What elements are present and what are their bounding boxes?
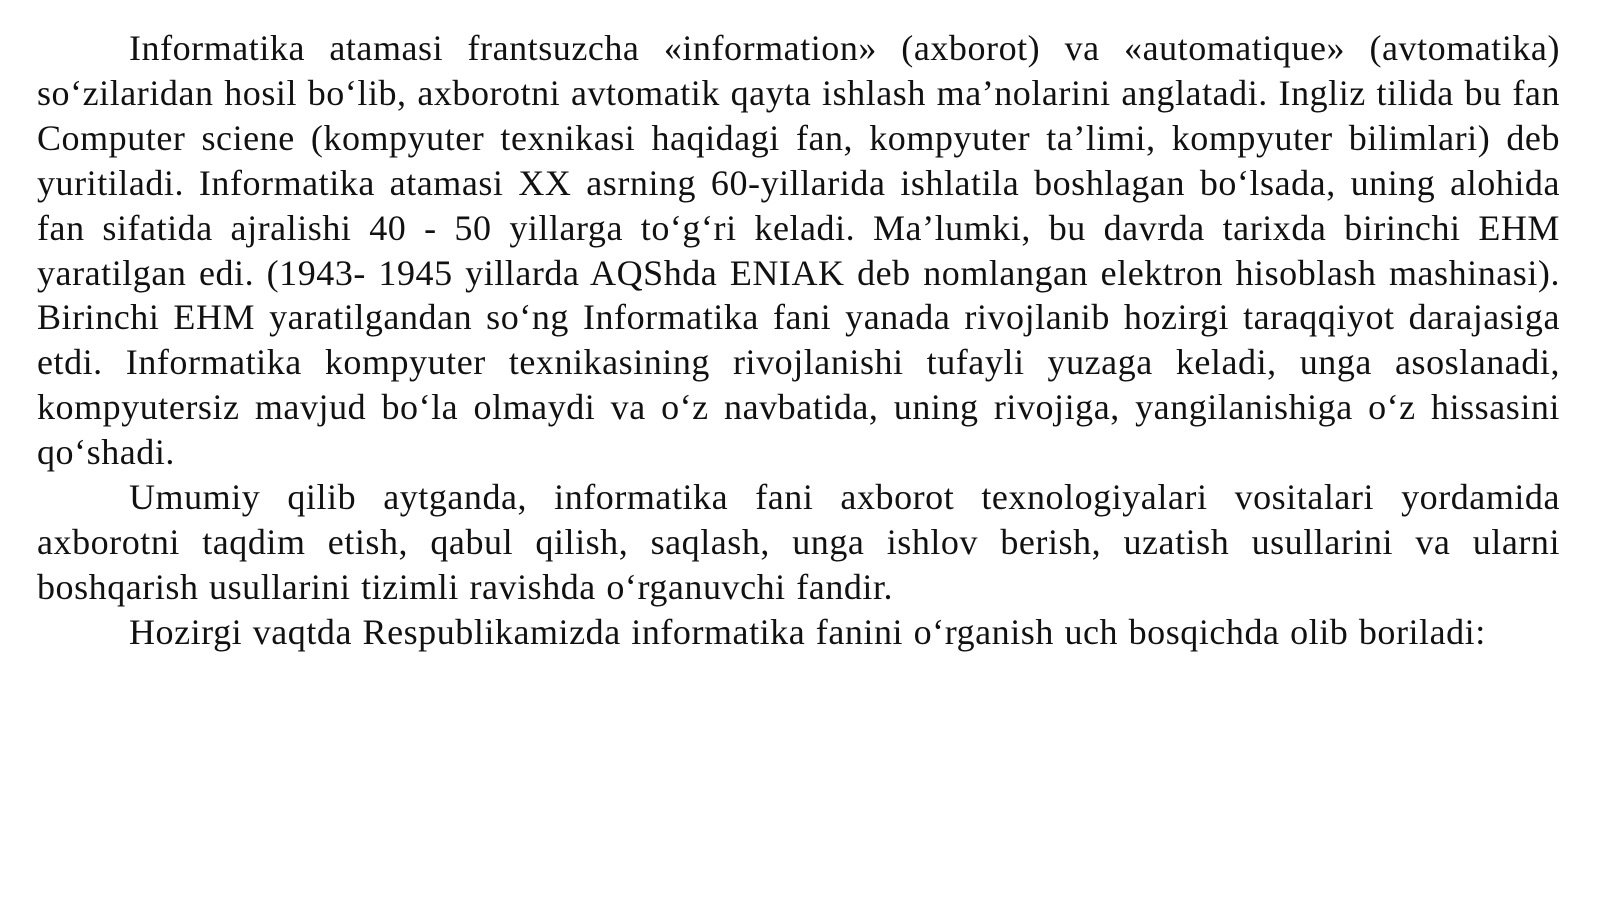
paragraph-text: Hozirgi vaqtda Respublikamizda informatika fanini o‘rganish uch bosqichda olib boriladi: (129, 611, 1486, 652)
paragraph-text: Umumiy qilib aytganda, informatika fani axborot texnologiyalari vositalari yordamida axborotni taqdim etish, qabul qilish, saqlash, unga ishlov berish, uzatish usullarini va ularni boshqarish usullarini tizimli ravishda o‘rganuvchi fandir. (37, 477, 1560, 607)
paragraph-text: Informatika atamasi frantsuzcha «information» (axborot) va «automatique» (avtomatika) so‘zilaridan hosil bo‘lib, axborotni avtomatik qayta ishlash ma’nolarini anglatadi. Ingliz tilida bu fan Computer sciene (kompyuter texnikasi haqidagi fan, kompyuter ta’limi, kompyuter bilimlari) deb yuritiladi. Informatika atamasi XX asrning 60-yillarida ishlatila boshlagan bo‘lsada, uning alohida fan sifatida ajralishi 40 - 50 yillarga to‘g‘ri keladi. Ma’lumki, bu davrda tarixda birinchi EHM yaratilgan edi. (1943- 1945 yillarda AQShda ENIAK deb nomlangan elektron hisoblash mashinasi). Birinchi EHM yaratilgandan so‘ng Informatika fani yanada rivojlanib hozirgi taraqqiyot darajasiga etdi. Informatika kompyuter texnikasining rivojlanishi tufayli yuzaga keladi, unga asoslanadi, kompyutersiz mavjud bo‘la olmaydi va o‘z navbatida, uning rivojiga, yangilanishiga o‘z hissasini qo‘shadi. (37, 28, 1560, 473)
paragraph-informatika-summary (37, 475, 1560, 610)
paragraph-informatika-definition (37, 26, 1560, 475)
paragraph-study-stages (37, 610, 1560, 655)
